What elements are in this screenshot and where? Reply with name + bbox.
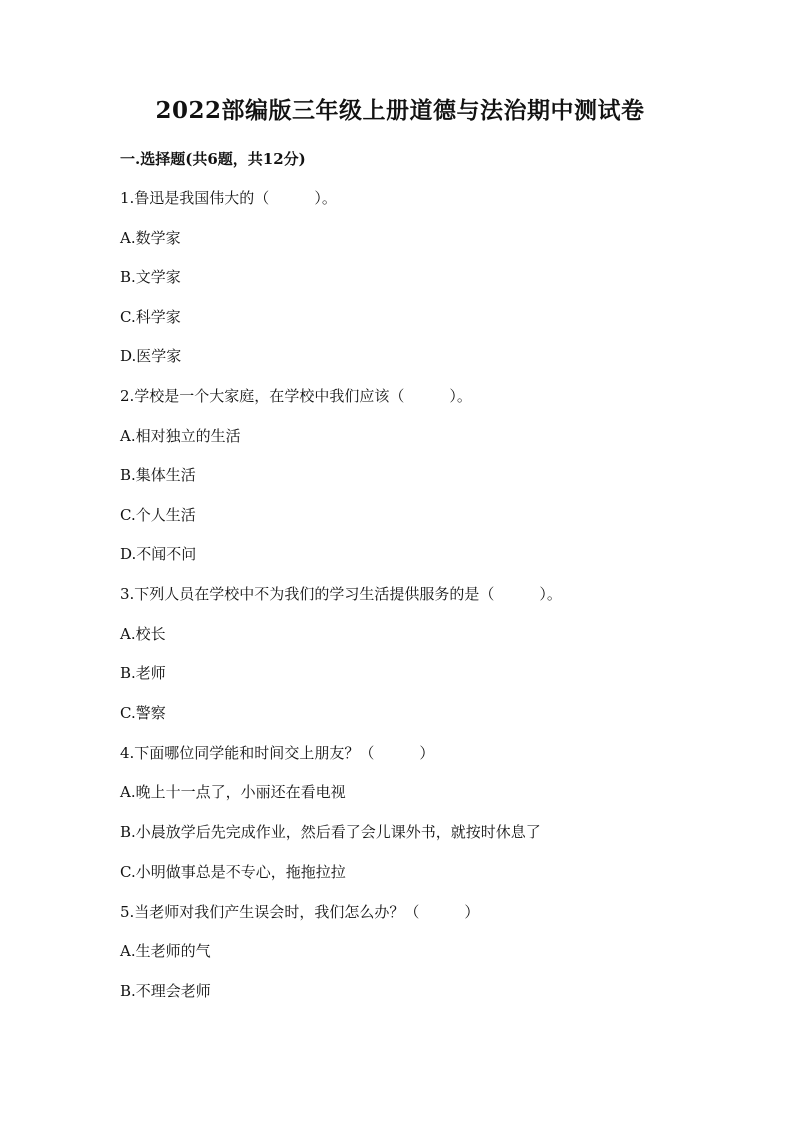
- question-2-option-a: A.相对独立的生活: [120, 427, 241, 445]
- question-5-stem: 5.当老师对我们产生误会时，我们怎么办？（ ）: [120, 903, 480, 921]
- question-1-option-d: D.医学家: [120, 347, 182, 365]
- question-1-option-a: A.数学家: [120, 229, 181, 247]
- question-3-option-b: B.老师: [120, 664, 166, 682]
- question-2-option-d: D.不闻不问: [120, 545, 197, 563]
- section-header: 一.选择题(共6题，共12分): [120, 150, 306, 168]
- question-2-stem: 2.学校是一个大家庭，在学校中我们应该（ ）。: [120, 387, 472, 405]
- question-4-option-b: B.小晨放学后先完成作业，然后看了会儿课外书，就按时休息了: [120, 823, 541, 841]
- question-3-option-a: A.校长: [120, 625, 166, 643]
- question-1-stem: 1.鲁迅是我国伟大的（ ）。: [120, 189, 337, 207]
- exam-title: 2022部编版三年级上册道德与法治期中测试卷: [155, 97, 645, 124]
- question-5-option-b: B.不理会老师: [120, 982, 211, 1000]
- question-4-option-c: C.小明做事总是不专心，拖拖拉拉: [120, 863, 346, 881]
- question-3-stem: 3.下列人员在学校中不为我们的学习生活提供服务的是（ ）。: [120, 585, 562, 603]
- question-5-option-a: A.生老师的气: [120, 942, 211, 960]
- question-2-option-b: B.集体生活: [120, 466, 196, 484]
- question-2-option-c: C.个人生活: [120, 506, 196, 524]
- question-1-option-c: C.科学家: [120, 308, 181, 326]
- question-4-stem: 4.下面哪位同学能和时间交上朋友？（ ）: [120, 744, 435, 762]
- question-4-option-a: A.晚上十一点了，小丽还在看电视: [120, 783, 346, 801]
- question-1-option-b: B.文学家: [120, 268, 181, 286]
- question-3-option-c: C.警察: [120, 704, 166, 722]
